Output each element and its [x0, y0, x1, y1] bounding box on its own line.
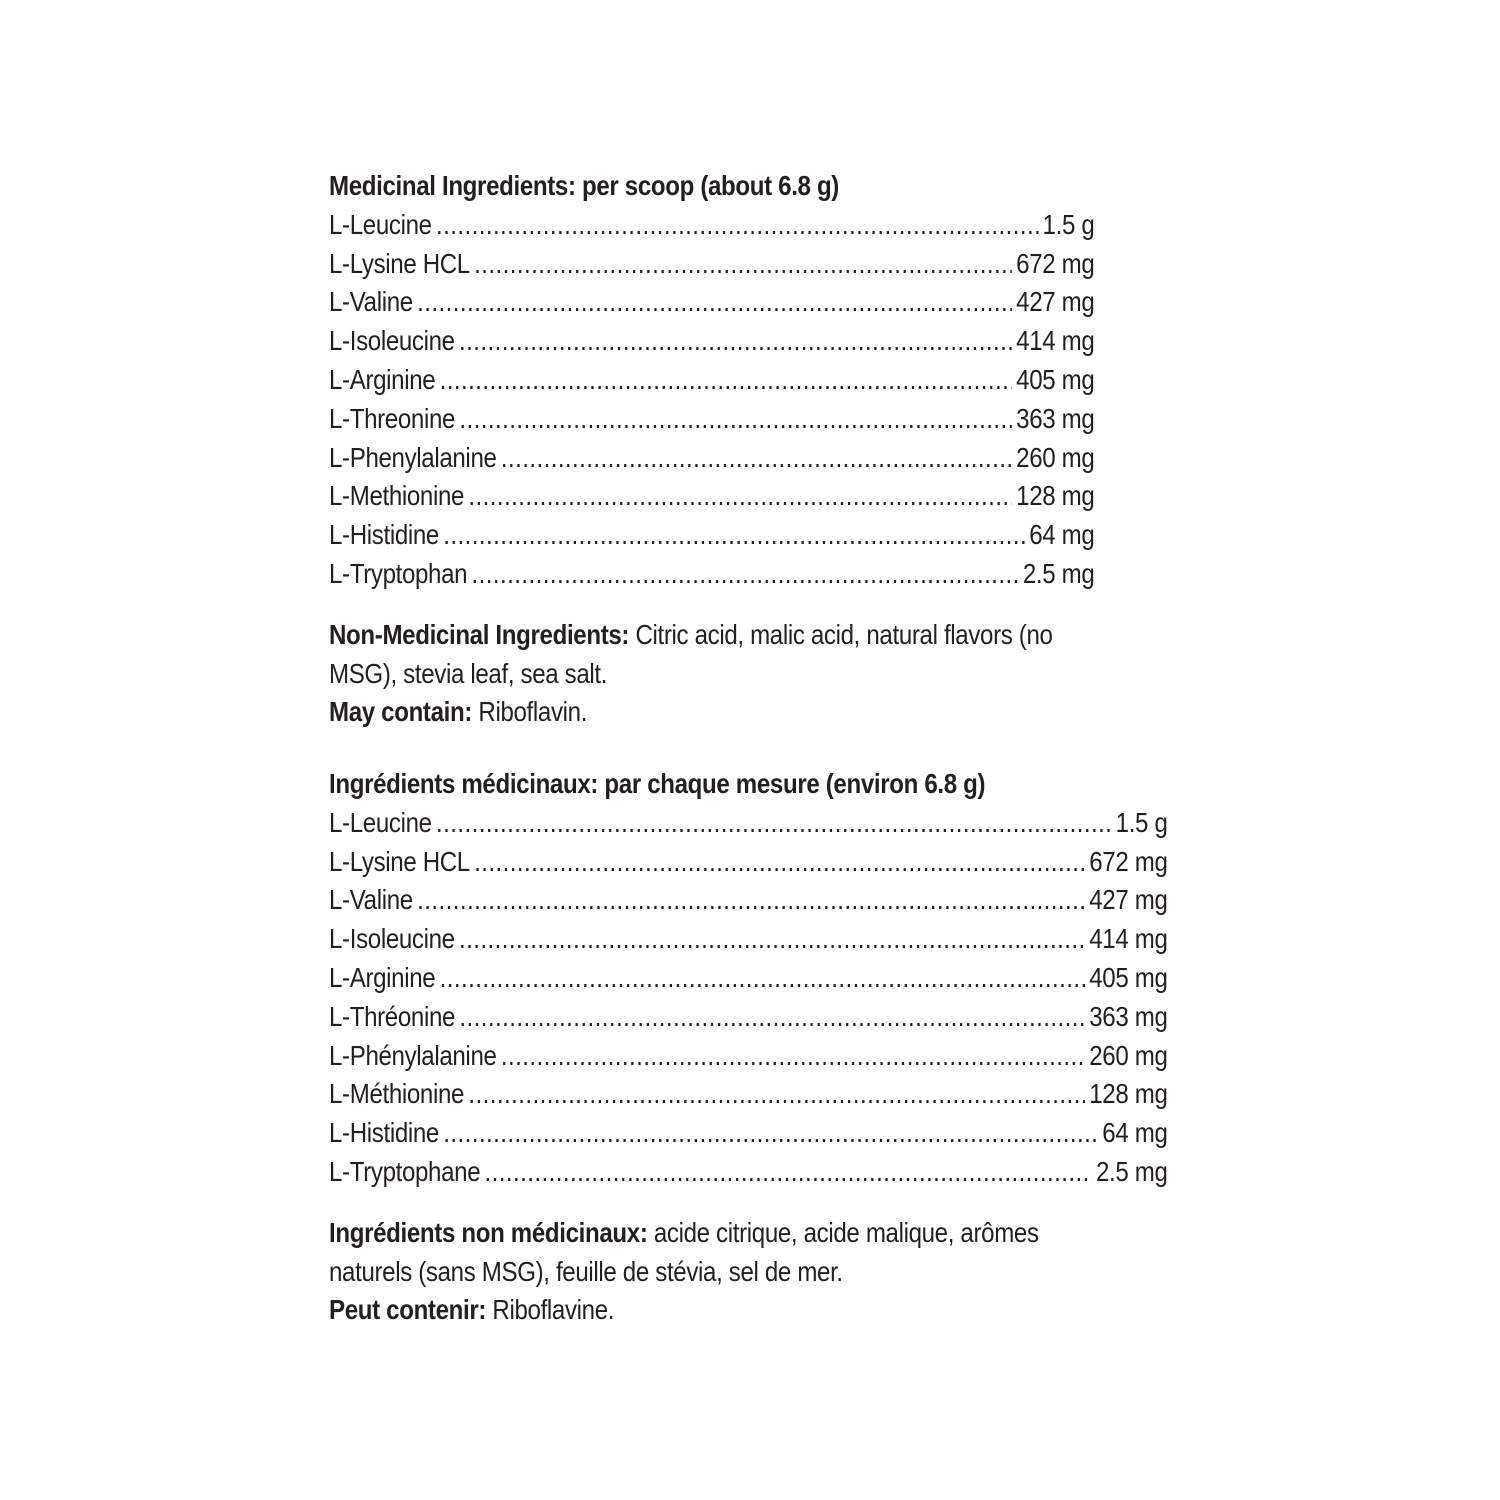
non-medicinal-text-fr: acide citrique, acide malique, arômes naturels (sans MSG), feuille de stévia, sel de mer.	[329, 1216, 1039, 1287]
dot-leader	[459, 998, 1085, 1037]
may-contain-text: Riboflavin.	[478, 696, 588, 728]
non-medicinal-ingredients-fr	[329, 1214, 1112, 1292]
medicinal-ingredients-list	[329, 206, 1103, 594]
ingredient-amount: 427 mg	[1016, 286, 1095, 318]
ingredient-amount: 64 mg	[1102, 1117, 1168, 1149]
dot-leader	[436, 206, 1038, 245]
non-medicinal-label-fr: Ingrédients non médicinaux:	[329, 1216, 648, 1248]
ingredient-amount: 260 mg	[1089, 1039, 1168, 1071]
ingredient-name: L-Leucine	[329, 806, 432, 838]
ingredient-row	[329, 1153, 1168, 1192]
dot-leader	[443, 516, 1025, 555]
ingredient-amount: 405 mg	[1016, 363, 1095, 395]
medicinal-ingredients-heading: Medicinal Ingredients: per scoop (about 6.8 g)	[329, 170, 839, 201]
dot-leader	[468, 477, 1011, 516]
ingredient-name: L-Méthionine	[329, 1078, 465, 1110]
ingredient-row	[329, 1114, 1168, 1153]
may-contain	[329, 693, 1103, 732]
ingredient-row	[329, 400, 1094, 439]
ingredient-row	[329, 804, 1168, 843]
dot-leader	[436, 804, 1111, 843]
may-contain-label-fr: Peut contenir:	[329, 1294, 487, 1326]
ingredient-row	[329, 998, 1168, 1037]
dot-leader	[417, 881, 1085, 920]
ingredient-name: L-Isoleucine	[329, 923, 455, 955]
ingredient-amount: 414 mg	[1016, 325, 1095, 357]
ingredient-amount: 363 mg	[1016, 402, 1095, 434]
ingredient-name: L-Threonine	[329, 402, 456, 434]
ingredient-name: L-Lysine HCL	[329, 247, 470, 279]
dot-leader	[443, 1114, 1098, 1153]
ingredient-name: L-Arginine	[329, 363, 436, 395]
dot-leader	[474, 245, 1012, 284]
medicinal-ingredients-list-fr	[329, 804, 1168, 1192]
ingredient-row	[329, 959, 1168, 998]
ingredient-amount: 405 mg	[1089, 961, 1168, 993]
non-medicinal-label: Non-Medicinal Ingredients:	[329, 618, 630, 650]
ingredient-name: L-Phenylalanine	[329, 441, 497, 473]
ingredient-row	[329, 516, 1094, 555]
dot-leader	[440, 361, 1012, 400]
ingredient-amount: 128 mg	[1016, 480, 1095, 512]
ingredient-amount: 260 mg	[1016, 441, 1095, 473]
english-ingredients-panel	[329, 167, 1103, 732]
ingredient-amount: 427 mg	[1089, 884, 1168, 916]
dot-leader	[472, 555, 1019, 594]
ingredient-name: L-Tryptophan	[329, 557, 468, 589]
ingredient-row	[329, 206, 1094, 245]
ingredient-amount: 2.5 mg	[1022, 557, 1095, 589]
ingredient-amount: 672 mg	[1089, 845, 1168, 877]
ingredient-name: L-Valine	[329, 884, 413, 916]
ingredient-amount: 1.5 g	[1115, 806, 1168, 838]
dot-leader	[459, 920, 1085, 959]
dot-leader	[501, 1037, 1085, 1076]
dot-leader	[440, 959, 1085, 998]
ingredient-name: L-Histidine	[329, 519, 439, 551]
ingredient-name: L-Histidine	[329, 1117, 439, 1149]
ingredient-row	[329, 881, 1168, 920]
ingredient-row	[329, 322, 1094, 361]
ingredient-row	[329, 920, 1168, 959]
ingredient-name: L-Valine	[329, 286, 413, 318]
ingredient-name: L-Thréonine	[329, 1000, 456, 1032]
ingredient-amount: 414 mg	[1089, 923, 1168, 955]
medicinal-ingredients-heading-fr: Ingrédients médicinaux: par chaque mesure (environ 6.8 g)	[329, 768, 986, 799]
ingredient-row	[329, 555, 1094, 594]
ingredient-name: L-Leucine	[329, 208, 432, 240]
ingredient-row	[329, 1075, 1168, 1114]
dot-leader	[459, 322, 1012, 361]
dot-leader	[459, 400, 1011, 439]
ingredient-name: L-Phénylalanine	[329, 1039, 497, 1071]
dot-leader	[501, 439, 1012, 478]
may-contain-text-fr: Riboflavine.	[492, 1294, 615, 1326]
dot-leader	[468, 1075, 1085, 1114]
ingredient-row	[329, 477, 1094, 516]
ingredient-row	[329, 283, 1094, 322]
dot-leader	[474, 843, 1085, 882]
ingredient-amount: 1.5 g	[1042, 208, 1095, 240]
ingredient-row	[329, 843, 1168, 882]
ingredient-name: L-Isoleucine	[329, 325, 455, 357]
ingredient-amount: 2.5 mg	[1095, 1155, 1168, 1187]
dot-leader	[417, 283, 1012, 322]
ingredient-row	[329, 1037, 1168, 1076]
ingredient-amount: 363 mg	[1089, 1000, 1168, 1032]
non-medicinal-text: Citric acid, malic acid, natural flavors (no MSG), stevia leaf, sea salt.	[329, 618, 1053, 689]
may-contain-label: May contain:	[329, 696, 473, 728]
ingredient-row	[329, 361, 1094, 400]
french-ingredients-panel	[329, 765, 1168, 1330]
ingredient-amount: 128 mg	[1089, 1078, 1168, 1110]
ingredient-name: L-Methionine	[329, 480, 465, 512]
non-medicinal-ingredients	[329, 616, 1103, 694]
ingredient-name: L-Tryptophane	[329, 1155, 481, 1187]
ingredient-amount: 672 mg	[1016, 247, 1095, 279]
ingredient-name: L-Lysine HCL	[329, 845, 470, 877]
ingredient-row	[329, 439, 1094, 478]
ingredient-amount: 64 mg	[1029, 519, 1095, 551]
ingredient-name: L-Arginine	[329, 961, 436, 993]
may-contain-fr	[329, 1291, 1168, 1330]
ingredient-row	[329, 245, 1094, 284]
dot-leader	[485, 1153, 1092, 1192]
